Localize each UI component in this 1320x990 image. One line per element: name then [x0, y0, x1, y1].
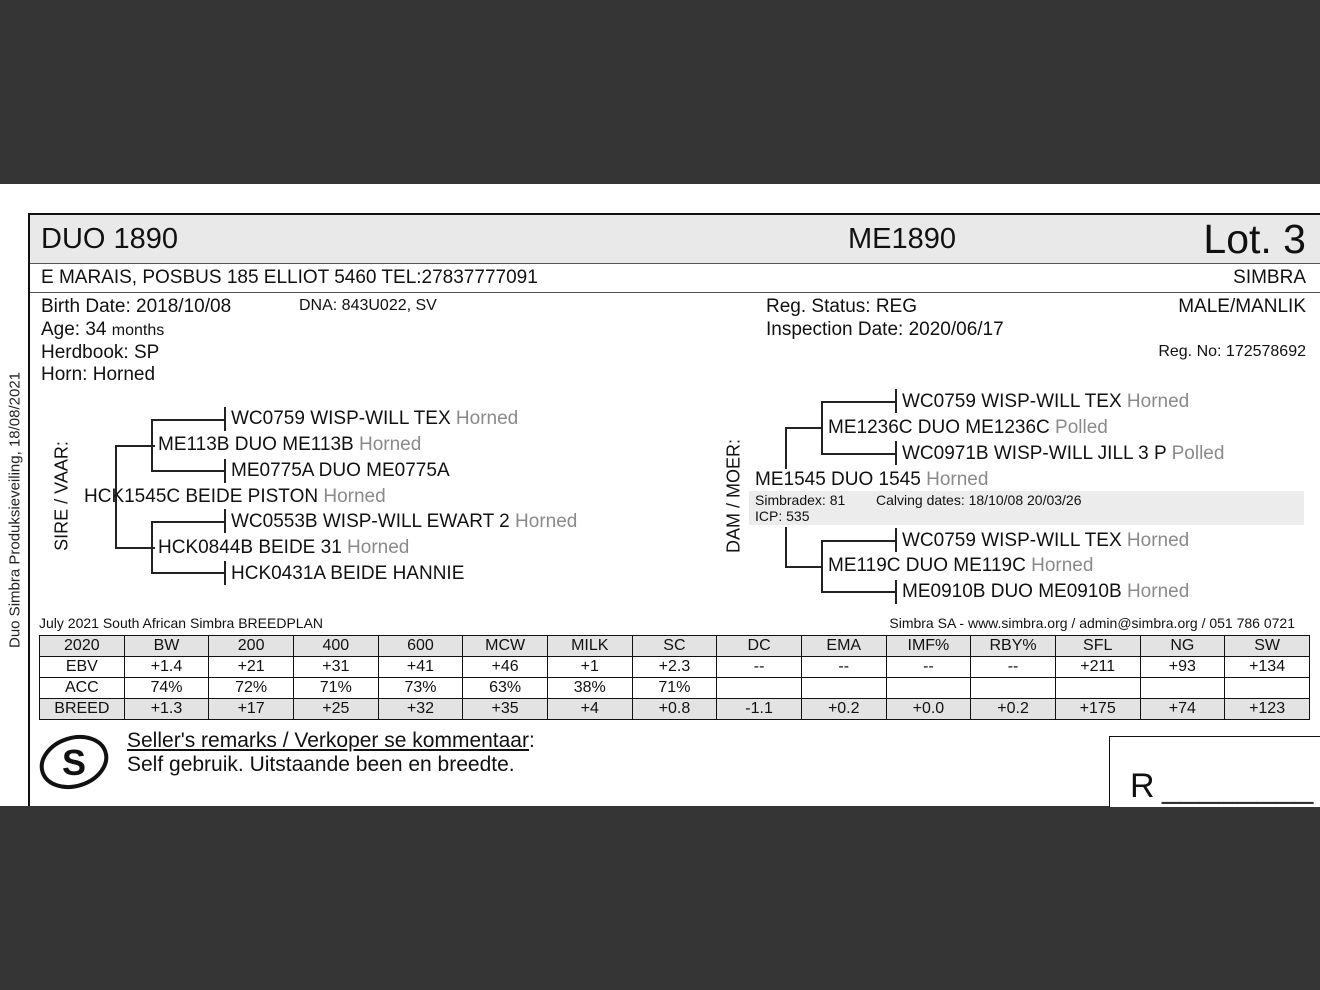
table-cell: +0.2 — [971, 699, 1056, 720]
owner-address: E MARAIS, POSBUS 185 ELLIOT 5460 TEL:27837777091 — [41, 267, 538, 288]
icp: ICP: 535 — [755, 508, 810, 524]
table-header: 400 — [293, 636, 378, 657]
sire-dam-dam: HCK0431A BEIDE HANNIE — [231, 563, 465, 584]
pedigree-line — [895, 441, 897, 465]
pedigree-line — [821, 540, 823, 592]
table-cell: +41 — [378, 657, 463, 678]
remarks-title: Seller's remarks / Verkoper se kommentaar: — [127, 729, 535, 752]
card-frame-left — [28, 214, 30, 806]
table-cell: 71% — [293, 678, 378, 699]
table-header: SFL — [1055, 636, 1140, 657]
remarks-text: Self gebruik. Uitstaande been en breedte. — [127, 753, 515, 776]
pedigree-line — [895, 528, 897, 552]
table-cell: 38% — [547, 678, 632, 699]
ebv-row — [40, 657, 1310, 678]
price-box — [1109, 736, 1320, 807]
table-header: IMF% — [886, 636, 971, 657]
table-cell: 73% — [378, 678, 463, 699]
reg-number: Reg. No: 172578692 — [1158, 343, 1306, 360]
pedigree-line — [821, 591, 896, 593]
dam-sire-sire: WC0759 WISP-WILL TEX Horned — [902, 391, 1190, 412]
sire-dam: HCK0844B BEIDE 31 Horned — [158, 537, 410, 558]
pedigree-line — [785, 566, 823, 568]
table-cell: +211 — [1055, 657, 1140, 678]
table-cell: -- — [886, 657, 971, 678]
table-cell: +25 — [293, 699, 378, 720]
pedigree-line — [224, 459, 226, 483]
side-note: Duo Simbra Produksieveiling, 18/08/2021 — [6, 372, 24, 648]
lot-header — [30, 215, 1320, 264]
pedigree-line — [821, 540, 896, 542]
table-header: MCW — [463, 636, 548, 657]
sire-label: SIRE / VAAR: — [51, 441, 72, 551]
table-cell — [971, 678, 1056, 699]
table-cell: +32 — [378, 699, 463, 720]
animal-id: ME1890 — [848, 223, 957, 255]
dam-label: DAM / MOER: — [723, 438, 744, 554]
table-cell: +21 — [209, 657, 294, 678]
sire: HCK1545C BEIDE PISTON Horned — [84, 486, 386, 507]
table-cell: 71% — [632, 678, 717, 699]
owner-row — [30, 264, 1320, 293]
dam-dam-dam: ME0910B DUO ME0910B Horned — [902, 581, 1190, 602]
table-header: SC — [632, 636, 717, 657]
table-cell: +1 — [547, 657, 632, 678]
inspection-date: Inspection Date: 2020/06/17 — [766, 319, 1004, 340]
table-cell: +17 — [209, 699, 294, 720]
table-cell: +35 — [463, 699, 548, 720]
table-cell: +1.4 — [124, 657, 209, 678]
pedigree-line — [224, 509, 226, 533]
pedigree-line — [151, 419, 153, 471]
table-cell: +93 — [1140, 657, 1225, 678]
pedigree-line — [151, 521, 153, 573]
table-cell: 63% — [463, 678, 548, 699]
age: Age: 34 months — [41, 319, 165, 340]
simbra-logo-icon — [38, 731, 114, 793]
calving-dates: Calving dates: 18/10/08 20/03/26 — [876, 492, 1082, 508]
table-cell: -- — [717, 657, 802, 678]
pedigree-line — [785, 427, 787, 469]
acc-row — [40, 678, 1310, 699]
pedigree-line — [821, 453, 896, 455]
table-header: BW — [124, 636, 209, 657]
table-cell: +123 — [1225, 699, 1310, 720]
table-header: NG — [1140, 636, 1225, 657]
table-cell: +4 — [547, 699, 632, 720]
table-cell — [1140, 678, 1225, 699]
table-cell: -1.1 — [717, 699, 802, 720]
table-cell: BREED — [40, 699, 125, 720]
herdbook: Herdbook: SP — [41, 342, 160, 363]
dam-sire-dam: WC0971B WISP-WILL JILL 3 P Polled — [902, 443, 1225, 464]
table-cell: +1.3 — [124, 699, 209, 720]
dam-dam-sire: WC0759 WISP-WILL TEX Horned — [902, 530, 1190, 551]
table-cell — [801, 678, 886, 699]
dam-info-box — [749, 491, 1304, 525]
table-header: DC — [717, 636, 802, 657]
table-cell — [1055, 678, 1140, 699]
ebv-table — [39, 635, 1310, 720]
table-header: MILK — [547, 636, 632, 657]
dna: DNA: 843U022, SV — [299, 297, 437, 314]
table-header: SW — [1225, 636, 1310, 657]
price-blank: ________ — [1162, 767, 1314, 805]
birth-date: Birth Date: 2018/10/08 — [41, 296, 232, 317]
table-cell: EBV — [40, 657, 125, 678]
table-cell: +0.8 — [632, 699, 717, 720]
table-cell: +0.0 — [886, 699, 971, 720]
pedigree-line — [151, 521, 225, 523]
table-cell: +31 — [293, 657, 378, 678]
table-cell: 74% — [124, 678, 209, 699]
table-header: RBY% — [971, 636, 1056, 657]
table-cell: +134 — [1225, 657, 1310, 678]
ebv-header-row — [40, 636, 1310, 657]
table-header: 200 — [209, 636, 294, 657]
pedigree-line — [821, 401, 896, 403]
horn-status: Horn: Horned — [41, 364, 156, 385]
reg-status: Reg. Status: REG — [766, 296, 918, 317]
sire-sire-sire: WC0759 WISP-WILL TEX Horned — [231, 408, 519, 429]
pedigree-line — [785, 527, 787, 567]
sire-sire: ME113B DUO ME113B Horned — [158, 434, 422, 455]
pedigree-line — [895, 389, 897, 413]
table-cell: +46 — [463, 657, 548, 678]
table-cell: +2.3 — [632, 657, 717, 678]
pedigree-line — [821, 401, 823, 453]
dam-sire: ME1236C DUO ME1236C Polled — [828, 417, 1108, 438]
table-cell: +0.2 — [801, 699, 886, 720]
logo-letter: S — [61, 742, 87, 783]
breed-name: SIMBRA — [1233, 267, 1306, 288]
breedplan-contact: Simbra SA - www.simbra.org / admin@simbra.org / 051 786 0721 — [889, 615, 1295, 631]
sire-sire-dam: ME0775A DUO ME0775A — [231, 460, 450, 481]
lot-number: Lot. 3 — [1203, 216, 1306, 262]
table-header: 600 — [378, 636, 463, 657]
table-cell — [886, 678, 971, 699]
table-header: EMA — [801, 636, 886, 657]
pedigree-line — [895, 580, 897, 604]
pedigree-line — [224, 407, 226, 431]
pedigree-line — [151, 470, 225, 472]
simbradex: Simbradex: 81 — [755, 492, 846, 508]
table-header: 2020 — [40, 636, 125, 657]
breedplan-title: July 2021 South African Simbra BREEDPLAN — [39, 615, 324, 631]
table-cell — [717, 678, 802, 699]
sex: MALE/MANLIK — [1178, 296, 1306, 317]
table-cell: -- — [971, 657, 1056, 678]
pedigree-line — [224, 561, 226, 585]
pedigree-line — [151, 572, 225, 574]
pedigree-line — [115, 547, 155, 549]
breed-row — [40, 699, 1310, 720]
table-cell: +74 — [1140, 699, 1225, 720]
table-cell: -- — [801, 657, 886, 678]
pedigree-line — [115, 445, 155, 447]
sire-dam-sire: WC0553B WISP-WILL EWART 2 Horned — [231, 511, 578, 532]
table-cell — [1225, 678, 1310, 699]
price-currency: R — [1130, 767, 1155, 805]
table-cell: 72% — [209, 678, 294, 699]
table-cell: ACC — [40, 678, 125, 699]
dam-dam: ME119C DUO ME119C Horned — [828, 555, 1094, 576]
pedigree-line — [785, 427, 823, 429]
dam: ME1545 DUO 1545 Horned — [755, 469, 989, 490]
pedigree-line — [151, 419, 225, 421]
table-cell: +175 — [1055, 699, 1140, 720]
animal-name: DUO 1890 — [41, 223, 179, 255]
